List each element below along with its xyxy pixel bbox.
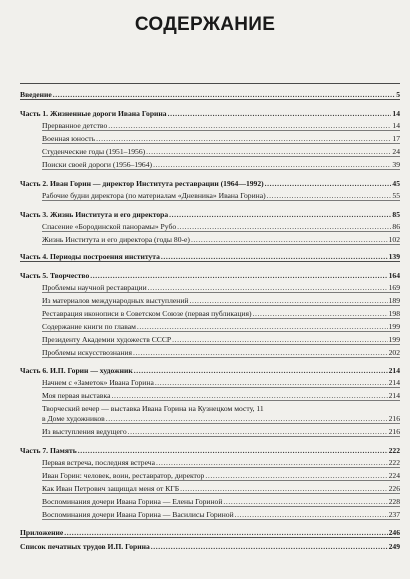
toc-leader <box>191 235 388 244</box>
toc-entry[interactable] <box>42 389 400 401</box>
toc-leader <box>177 222 391 231</box>
toc-page-number: 5 <box>396 90 400 99</box>
toc-entry-title: Как Иван Петрович защищал меня от КГБ <box>42 484 180 493</box>
toc-page-number: 14 <box>392 109 400 118</box>
toc-leader <box>265 179 392 188</box>
toc-leader <box>106 414 388 423</box>
toc-page-number: 214 <box>388 366 400 375</box>
toc-entry-title: Проблемы искусствознания <box>42 348 132 357</box>
toc-entry-title: в Доме художников <box>42 414 105 423</box>
toc-entry[interactable] <box>42 333 400 345</box>
toc-page-number: 202 <box>388 348 400 357</box>
toc-leader <box>133 348 388 357</box>
toc-bibliography[interactable] <box>20 539 400 551</box>
toc-leader <box>146 147 391 156</box>
toc-entry-title: Часть 3. Жизнь Института и его директора <box>20 210 169 219</box>
toc-page-number: 226 <box>388 484 400 493</box>
toc-leader <box>156 458 388 467</box>
toc-page-number: 139 <box>388 252 400 261</box>
toc-entry-title: Воспоминания дочери Ивана Горина — Василисы Гориной <box>42 510 234 519</box>
toc-entry-title: Спасение «Бородинской панорамы» Рубо <box>42 222 177 231</box>
toc-page-number: 14 <box>392 121 400 130</box>
toc-page-number: 246 <box>388 528 400 537</box>
toc-entry[interactable] <box>42 132 400 144</box>
toc-leader <box>108 121 391 130</box>
toc-leader <box>235 510 388 519</box>
toc-leader <box>78 446 388 455</box>
toc-page-number: 85 <box>392 210 400 219</box>
toc-part-1[interactable] <box>20 106 400 118</box>
toc-entry[interactable] <box>42 294 400 306</box>
toc-page-number: 237 <box>388 510 400 519</box>
toc-entry-title: Рабочие будни директора (по материалам «Дневника» Ивана Горина) <box>42 191 266 200</box>
toc-page-number: 86 <box>392 222 400 231</box>
page-title: СОДЕРЖАНИЕ <box>134 14 276 35</box>
toc-entry-title: Президенту Академии художеств СССР <box>42 335 172 344</box>
toc-leader <box>151 542 388 551</box>
toc-page-number: 199 <box>388 322 400 331</box>
toc-entry[interactable] <box>42 145 400 157</box>
toc-leader <box>205 471 387 480</box>
toc-leader <box>64 528 387 537</box>
toc-entry-title: Часть 7. Память <box>20 446 77 455</box>
toc-entry[interactable] <box>42 220 400 232</box>
toc-page-number: 102 <box>388 235 400 244</box>
toc-leader <box>223 497 387 506</box>
toc-entry[interactable] <box>42 346 400 358</box>
toc-entry-title: Из выступления ведущего <box>42 427 127 436</box>
toc-page-number: 198 <box>388 309 400 318</box>
toc-part-3[interactable] <box>20 207 400 219</box>
toc-entry[interactable] <box>42 469 400 481</box>
toc-page-number: 222 <box>388 458 400 467</box>
toc-entry-title: Поиски своей дороги (1956–1964) <box>42 160 153 169</box>
toc-leader <box>128 427 388 436</box>
toc-page-number: 222 <box>388 446 400 455</box>
toc-page-number: 214 <box>388 391 400 400</box>
toc-part-2[interactable] <box>20 176 400 188</box>
toc-part-7[interactable] <box>20 443 400 455</box>
toc-entry-title: Введение <box>20 90 52 99</box>
toc-page-number: 164 <box>388 271 400 280</box>
toc-entry-continuation[interactable] <box>42 412 400 424</box>
toc-page-number: 55 <box>392 191 400 200</box>
toc-entry-title: Из материалов международных выступлений <box>42 296 189 305</box>
toc-entry[interactable] <box>42 508 400 520</box>
toc-entry-title: Первая встреча, последняя встреча <box>42 458 155 467</box>
toc-entry[interactable] <box>42 456 400 468</box>
toc-entry[interactable] <box>42 425 400 437</box>
toc-entry-title: Творческий вечер — выставка Ивана Горина на Кузнецком мосту, 11 <box>42 404 264 413</box>
toc-entry-title: Прерванное детство <box>42 121 108 130</box>
toc-entry-title: Студенческие годы (1951–1956) <box>42 147 146 156</box>
toc-page-number: 45 <box>392 179 400 188</box>
toc-entry-title: Приложение <box>20 528 64 537</box>
toc-page-number: 199 <box>388 335 400 344</box>
toc-page-number: 214 <box>388 378 400 387</box>
toc-leader <box>189 296 387 305</box>
toc-entry-title: Часть 4. Периоды построения института <box>20 252 160 261</box>
toc-entry-intro[interactable] <box>20 88 400 100</box>
toc-entry-title: Часть 5. Творчество <box>20 271 90 280</box>
toc-entry-title: Начнем с «Заметок» Ивана Горина <box>42 378 154 387</box>
toc-leader <box>111 391 387 400</box>
toc-leader <box>148 283 388 292</box>
toc-leader <box>53 90 395 99</box>
toc-entry-title: Реставрация иконописи в Советском Союзе (первая публикация) <box>42 309 252 318</box>
toc-entry-title: Иван Горин: человек, воин, реставратор, директор <box>42 471 205 480</box>
toc-page-number: 216 <box>388 427 400 436</box>
toc-leader <box>155 378 388 387</box>
toc-part-5[interactable] <box>20 268 400 280</box>
toc-page-number: 17 <box>392 134 400 143</box>
toc-entry[interactable] <box>42 495 400 507</box>
toc-page-number: 39 <box>392 160 400 169</box>
toc-page-number: 189 <box>388 296 400 305</box>
toc-entry[interactable] <box>42 376 400 388</box>
toc-entry-title: Военная юность <box>42 134 96 143</box>
toc-entry-title: Моя первая выставка <box>42 391 111 400</box>
toc-entry[interactable] <box>42 233 400 245</box>
toc-entry[interactable] <box>42 320 400 332</box>
toc-appendix[interactable] <box>20 526 400 538</box>
toc-entry-title: Список печатных трудов И.П. Горина <box>20 542 150 551</box>
section-divider <box>20 83 400 84</box>
toc-entry[interactable] <box>42 482 400 494</box>
toc-leader <box>172 335 388 344</box>
toc-entry[interactable] <box>42 158 400 170</box>
toc-part-6[interactable] <box>20 363 400 375</box>
toc-leader <box>137 322 388 331</box>
toc-entry-title: Содержание книги по главам <box>42 322 136 331</box>
toc-leader <box>180 484 388 493</box>
toc-page-number: 249 <box>388 542 400 551</box>
toc-leader <box>96 134 391 143</box>
toc-leader <box>161 252 388 261</box>
toc-entry-title: Часть 6. И.П. Горин — художник <box>20 366 133 375</box>
toc-leader <box>134 366 388 375</box>
toc-entry-title: Часть 1. Жизненные дороги Ивана Горина <box>20 109 167 118</box>
toc-page-number: 24 <box>392 147 400 156</box>
toc-entry-title: Жизнь Института и его директора (годы 80-е) <box>42 235 190 244</box>
toc-page-number: 169 <box>388 283 400 292</box>
toc-page-number: 228 <box>388 497 400 506</box>
toc-entry[interactable] <box>42 119 400 131</box>
toc-page-number: 224 <box>388 471 400 480</box>
toc-leader <box>90 271 387 280</box>
toc-entry[interactable] <box>42 281 400 293</box>
toc-leader <box>252 309 387 318</box>
toc-entry-title: Воспоминания дочери Ивана Горина — Елены Гориной <box>42 497 223 506</box>
toc-page-number: 216 <box>388 414 400 423</box>
toc-leader <box>267 191 392 200</box>
toc-part-4[interactable] <box>20 250 400 262</box>
toc-leader <box>153 160 391 169</box>
toc-entry[interactable] <box>42 189 400 201</box>
toc-leader <box>169 210 391 219</box>
toc-entry-title: Часть 2. Иван Горин — директор Института реставрации (1964—1992) <box>20 179 264 188</box>
toc-entry[interactable] <box>42 307 400 319</box>
toc-entry-title: Проблемы научной реставрации <box>42 283 147 292</box>
toc-leader <box>168 109 392 118</box>
